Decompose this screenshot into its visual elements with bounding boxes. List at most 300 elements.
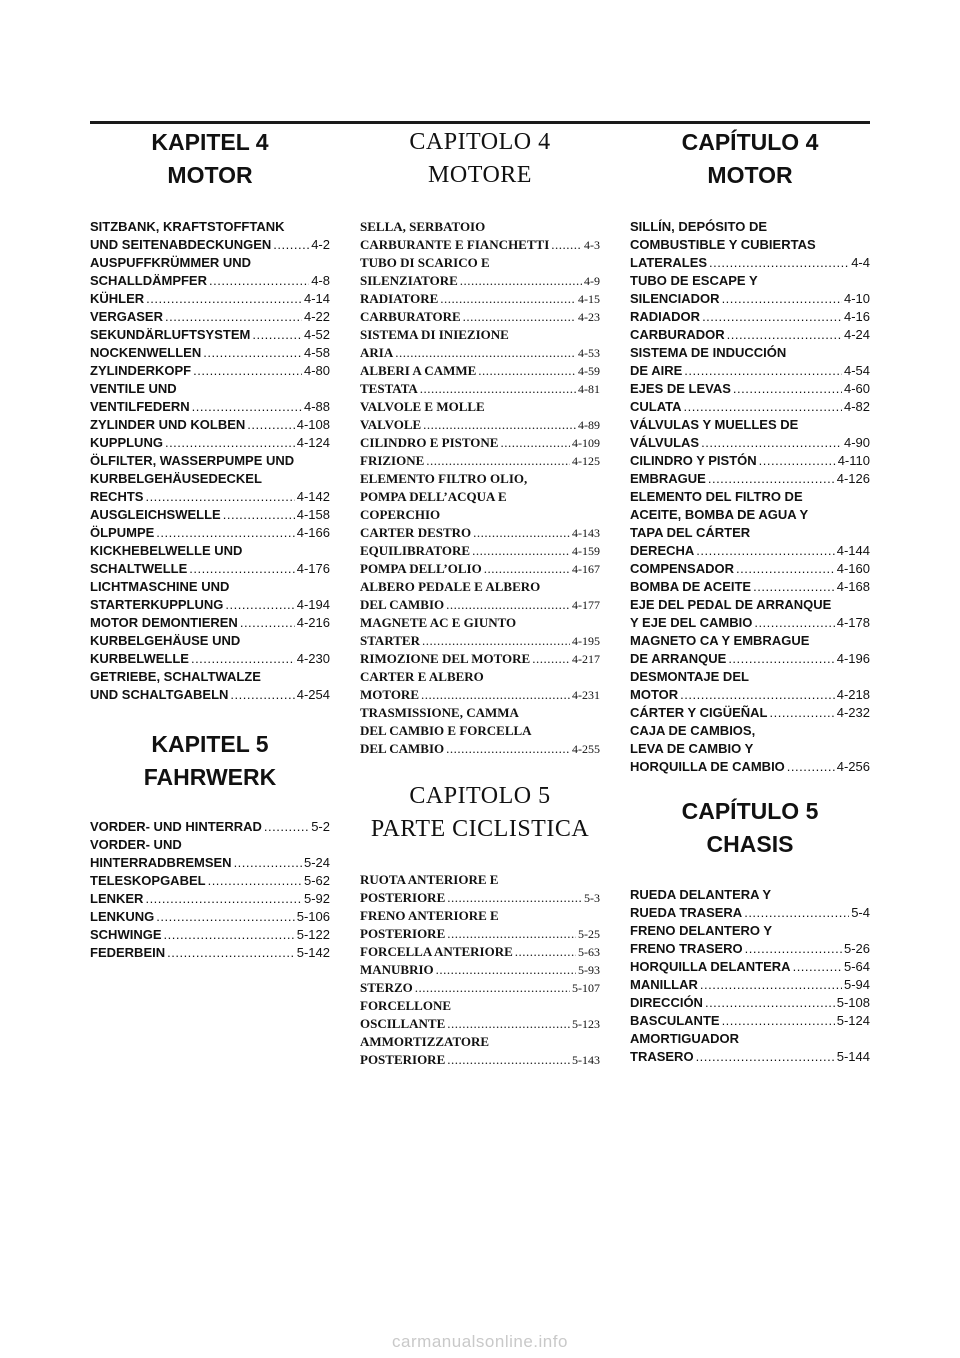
toc-entry[interactable] bbox=[360, 961, 600, 979]
toc-entry-title: DEL CAMBIO bbox=[360, 597, 445, 612]
toc-entry[interactable] bbox=[630, 488, 870, 560]
dot-leader bbox=[209, 272, 309, 290]
toc-entry-title-line: CAJA DE CAMBIOS, bbox=[630, 723, 756, 738]
page-number: 4-232 bbox=[836, 705, 870, 720]
page-number: 4-126 bbox=[836, 471, 870, 486]
page-number: 5-92 bbox=[303, 891, 330, 906]
dot-leader bbox=[728, 650, 834, 668]
toc-entry-title: EJES DE LEVAS bbox=[630, 381, 731, 396]
toc-entry-leader-line bbox=[360, 943, 600, 961]
toc-entry-leader-line bbox=[630, 434, 870, 452]
toc-entry-leader-line bbox=[630, 380, 870, 398]
toc-entry-title-line: FRENO DELANTERO Y bbox=[630, 923, 773, 938]
toc-entry-title: POMPA DELL’OLIO bbox=[360, 561, 482, 576]
toc-entry-title: CILINDRO Y PISTÓN bbox=[630, 453, 757, 468]
dot-leader bbox=[753, 578, 835, 596]
dot-leader bbox=[551, 236, 582, 254]
toc-entry-title-line: KICKHEBELWELLE UND bbox=[90, 543, 243, 558]
dot-leader bbox=[252, 326, 302, 344]
dot-leader bbox=[436, 961, 576, 979]
toc-entry-title-line: KURBELGEHÄUSEDECKEL bbox=[90, 471, 262, 486]
page-number: 4-254 bbox=[296, 687, 330, 702]
dot-leader bbox=[700, 976, 842, 994]
dot-leader bbox=[472, 542, 570, 560]
dot-leader bbox=[167, 944, 295, 962]
page-number: 5-63 bbox=[578, 945, 600, 959]
toc-entry-leader-line bbox=[360, 1051, 600, 1069]
chapter-5-heading-de bbox=[90, 728, 330, 794]
dot-leader bbox=[192, 398, 302, 416]
toc-entry[interactable] bbox=[90, 944, 330, 962]
toc-entry[interactable] bbox=[90, 362, 330, 380]
toc-entry[interactable] bbox=[630, 344, 870, 380]
dot-leader bbox=[193, 362, 302, 380]
toc-entry-title: RIMOZIONE DEL MOTORE bbox=[360, 651, 531, 666]
toc-entry-title: FRIZIONE bbox=[360, 453, 425, 468]
toc-entry[interactable] bbox=[90, 542, 330, 578]
toc-list-ch4-es bbox=[630, 218, 870, 776]
toc-entry-leader-line bbox=[90, 344, 330, 362]
page-number: 4-166 bbox=[296, 525, 330, 540]
dot-leader bbox=[395, 344, 576, 362]
toc-entry-leader-line bbox=[360, 1015, 600, 1033]
toc-entry-title-line: ALBERO PEDALE E ALBERO bbox=[360, 579, 541, 594]
dot-leader bbox=[736, 560, 835, 578]
toc-entry-leader-line bbox=[90, 326, 330, 344]
dot-leader bbox=[145, 488, 294, 506]
toc-entry-title-line: CARTER E ALBERO bbox=[360, 669, 484, 684]
toc-entry[interactable] bbox=[630, 416, 870, 452]
chapter-title: PARTE CICLISTICA bbox=[370, 816, 590, 842]
dot-leader bbox=[709, 254, 849, 272]
page-number: 4-160 bbox=[836, 561, 870, 576]
toc-entry-title: SCHWINGE bbox=[90, 927, 162, 942]
chapter-5-heading-it bbox=[360, 780, 600, 846]
toc-entry[interactable] bbox=[630, 470, 870, 488]
toc-entry-leader-line bbox=[90, 872, 330, 890]
toc-entry[interactable] bbox=[630, 976, 870, 994]
page-number: 5-143 bbox=[572, 1053, 600, 1067]
toc-entry[interactable] bbox=[90, 668, 330, 704]
toc-entry[interactable] bbox=[360, 1033, 600, 1069]
toc-entry-title: LATERALES bbox=[630, 255, 708, 270]
toc-entry-title: ZYLINDER UND KOLBEN bbox=[90, 417, 246, 432]
toc-entry-leader-line bbox=[360, 889, 600, 907]
toc-entry-leader-line bbox=[360, 632, 600, 650]
toc-entry[interactable] bbox=[360, 434, 600, 452]
page-number: 4-255 bbox=[572, 742, 600, 756]
toc-entry-title: DIRECCIÓN bbox=[630, 995, 703, 1010]
toc-entry-title-line: COPERCHIO bbox=[360, 507, 441, 522]
page-number: 4-159 bbox=[572, 544, 600, 558]
dot-leader bbox=[146, 290, 302, 308]
page-number: 4-53 bbox=[578, 346, 600, 360]
toc-entry-leader-line bbox=[90, 686, 330, 704]
toc-entry-title: FEDERBEIN bbox=[90, 945, 166, 960]
toc-entry[interactable] bbox=[630, 326, 870, 344]
toc-entry[interactable] bbox=[360, 470, 600, 542]
page-number: 5-144 bbox=[836, 1049, 870, 1064]
toc-entry-title: AUSGLEICHSWELLE bbox=[90, 507, 221, 522]
toc-entry[interactable] bbox=[630, 272, 870, 308]
dot-leader bbox=[234, 854, 302, 872]
chapter-number: CAPITOLO 5 bbox=[409, 783, 551, 809]
dot-leader bbox=[191, 650, 295, 668]
toc-entry[interactable] bbox=[90, 290, 330, 308]
page-number: 4-3 bbox=[584, 238, 600, 252]
page-number: 4-125 bbox=[572, 454, 600, 468]
toc-entry[interactable] bbox=[90, 872, 330, 890]
dot-leader bbox=[705, 994, 835, 1012]
toc-entry-title-line: VÁLVULAS Y MUELLES DE bbox=[630, 417, 799, 432]
page-number: 4-109 bbox=[572, 436, 600, 450]
toc-entry-title: CILINDRO E PISTONE bbox=[360, 435, 499, 450]
toc-entry-title: TELESKOPGABEL bbox=[90, 873, 206, 888]
toc-entry-leader-line bbox=[360, 542, 600, 560]
toc-entry[interactable] bbox=[90, 326, 330, 344]
toc-entry-title-line: ÖLFILTER, WASSERPUMPE UND bbox=[90, 453, 295, 468]
toc-entry-title: UND SEITENABDECKUNGEN bbox=[90, 237, 272, 252]
toc-entry-title-line: DESMONTAJE DEL bbox=[630, 669, 749, 684]
toc-entry[interactable] bbox=[630, 704, 870, 722]
toc-entry-leader-line bbox=[360, 416, 600, 434]
toc-entry[interactable] bbox=[90, 308, 330, 326]
dot-leader bbox=[680, 686, 835, 704]
toc-entry[interactable] bbox=[360, 398, 600, 434]
toc-entry[interactable] bbox=[90, 524, 330, 542]
toc-entry-leader-line bbox=[90, 926, 330, 944]
toc-entry-title-line: TUBO DI SCARICO E bbox=[360, 255, 490, 270]
page-number: 4-216 bbox=[296, 615, 330, 630]
page-number: 4-124 bbox=[296, 435, 330, 450]
toc-entry[interactable] bbox=[90, 254, 330, 290]
dot-leader bbox=[247, 416, 294, 434]
toc-entry[interactable] bbox=[90, 506, 330, 524]
toc-entry-leader-line bbox=[630, 578, 870, 596]
toc-entry-leader-line bbox=[90, 290, 330, 308]
toc-entry-leader-line bbox=[90, 488, 330, 506]
toc-entry[interactable] bbox=[90, 818, 330, 836]
dot-leader bbox=[787, 758, 835, 776]
toc-entry-title: HINTERRADBREMSEN bbox=[90, 855, 232, 870]
dot-leader bbox=[446, 740, 570, 758]
dot-leader bbox=[426, 452, 570, 470]
page-number: 4-24 bbox=[843, 327, 870, 342]
toc-entry[interactable] bbox=[630, 218, 870, 272]
toc-entry-title-line: TRASMISSIONE, CAMMA bbox=[360, 705, 519, 720]
toc-entry[interactable] bbox=[630, 958, 870, 976]
toc-entry-leader-line bbox=[630, 254, 870, 272]
dot-leader bbox=[722, 290, 842, 308]
dot-leader bbox=[532, 650, 570, 668]
toc-entry-leader-line bbox=[630, 976, 870, 994]
toc-entry[interactable] bbox=[630, 308, 870, 326]
toc-entry[interactable] bbox=[90, 926, 330, 944]
toc-entry[interactable] bbox=[90, 632, 330, 668]
toc-entry[interactable] bbox=[90, 908, 330, 926]
toc-entry-leader-line bbox=[90, 506, 330, 524]
toc-entry-title: KURBELWELLE bbox=[90, 651, 189, 666]
toc-entry-leader-line bbox=[90, 308, 330, 326]
toc-entry-title: DE AIRE bbox=[630, 363, 683, 378]
toc-entry-leader-line bbox=[90, 434, 330, 452]
page-number: 5-3 bbox=[584, 891, 600, 905]
toc-entry[interactable] bbox=[630, 398, 870, 416]
toc-entry[interactable] bbox=[360, 997, 600, 1033]
page-number: 4-142 bbox=[296, 489, 330, 504]
toc-entry-leader-line bbox=[90, 818, 330, 836]
toc-entry[interactable] bbox=[90, 614, 330, 632]
toc-entry-title: FRENO TRASERO bbox=[630, 941, 743, 956]
toc-entry[interactable] bbox=[630, 1030, 870, 1066]
page-number: 4-110 bbox=[837, 453, 870, 468]
toc-entry[interactable] bbox=[630, 1012, 870, 1030]
toc-entry-title: TRASERO bbox=[630, 1049, 694, 1064]
toc-entry[interactable] bbox=[90, 578, 330, 614]
toc-entry-title: TESTATA bbox=[360, 381, 418, 396]
toc-entry[interactable] bbox=[360, 326, 600, 362]
toc-entry[interactable] bbox=[90, 434, 330, 452]
toc-entry-title: COMPENSADOR bbox=[630, 561, 735, 576]
chapter-number: CAPÍTULO 5 bbox=[681, 798, 819, 824]
toc-entry[interactable] bbox=[90, 218, 330, 254]
toc-entry[interactable] bbox=[630, 596, 870, 632]
toc-entry-title-line: LICHTMASCHINE UND bbox=[90, 579, 230, 594]
toc-entry-leader-line bbox=[360, 236, 600, 254]
toc-entry-leader-line bbox=[630, 994, 870, 1012]
toc-entry[interactable] bbox=[630, 560, 870, 578]
toc-entry-leader-line bbox=[360, 979, 600, 997]
toc-entry-title: CULATA bbox=[630, 399, 682, 414]
page-number: 4-178 bbox=[836, 615, 870, 630]
toc-entry[interactable] bbox=[360, 218, 600, 254]
toc-entry-leader-line bbox=[360, 925, 600, 943]
toc-entry-title: SCHALTWELLE bbox=[90, 561, 188, 576]
dot-leader bbox=[420, 380, 576, 398]
toc-entry-title: RECHTS bbox=[90, 489, 144, 504]
toc-entry-leader-line bbox=[360, 686, 600, 704]
toc-entry-title: OSCILLANTE bbox=[360, 1016, 446, 1031]
toc-list-ch4-de bbox=[90, 218, 330, 704]
toc-entry[interactable] bbox=[630, 452, 870, 470]
toc-entry-leader-line bbox=[360, 308, 600, 326]
toc-entry-title-line: COMBUSTIBLE Y CUBIERTAS bbox=[630, 237, 816, 252]
dot-leader bbox=[744, 904, 849, 922]
toc-entry-title: ARIA bbox=[360, 345, 394, 360]
chapter-4-heading-de bbox=[90, 126, 330, 192]
toc-entry-leader-line bbox=[360, 560, 600, 578]
toc-entry-leader-line bbox=[360, 434, 600, 452]
toc-entry-leader-line bbox=[630, 362, 870, 380]
toc-entry[interactable] bbox=[360, 614, 600, 650]
toc-entry-title-line: KURBELGEHÄUSE UND bbox=[90, 633, 241, 648]
toc-entry[interactable] bbox=[630, 922, 870, 958]
page-number: 4-82 bbox=[843, 399, 870, 414]
toc-entry[interactable] bbox=[360, 578, 600, 614]
toc-entry-title: MOTOR bbox=[630, 687, 679, 702]
toc-entry[interactable] bbox=[90, 380, 330, 416]
toc-entry-leader-line bbox=[630, 326, 870, 344]
toc-entry[interactable] bbox=[360, 362, 600, 380]
dot-leader bbox=[164, 926, 295, 944]
page-number: 4-4 bbox=[851, 255, 870, 270]
toc-entry-leader-line bbox=[90, 890, 330, 908]
toc-entry-title: STARTERKUPPLUNG bbox=[90, 597, 224, 612]
toc-entry[interactable] bbox=[630, 722, 870, 776]
dot-leader bbox=[769, 704, 834, 722]
page-number: 5-107 bbox=[572, 981, 600, 995]
page-number: 4-108 bbox=[296, 417, 330, 432]
toc-entry-leader-line bbox=[630, 686, 870, 704]
dot-leader bbox=[264, 818, 309, 836]
toc-entry-title: MANILLAR bbox=[630, 977, 698, 992]
toc-entry-title-line: FORCELLONE bbox=[360, 998, 452, 1013]
chapter-number: KAPITEL 4 bbox=[151, 129, 269, 155]
toc-entry-title-line: AMMORTIZZATORE bbox=[360, 1034, 490, 1049]
toc-entry[interactable] bbox=[360, 979, 600, 997]
page-number: 4-195 bbox=[572, 634, 600, 648]
chapter-title: MOTOR bbox=[167, 162, 253, 188]
chapter-number: KAPITEL 5 bbox=[151, 731, 269, 757]
page-number: 5-26 bbox=[843, 941, 870, 956]
page-number: 4-16 bbox=[843, 309, 870, 324]
toc-entry-leader-line bbox=[630, 542, 870, 560]
toc-entry-leader-line bbox=[360, 740, 600, 758]
dot-leader bbox=[447, 889, 582, 907]
toc-entry-title-line: DEL CAMBIO E FORCELLA bbox=[360, 723, 532, 738]
page-number: 4-10 bbox=[843, 291, 870, 306]
toc-entry[interactable] bbox=[90, 344, 330, 362]
dot-leader bbox=[463, 308, 576, 326]
toc-entry[interactable] bbox=[360, 254, 600, 290]
toc-entry-title: POSTERIORE bbox=[360, 926, 446, 941]
toc-entry-leader-line bbox=[360, 344, 600, 362]
toc-entry-title-line: RUEDA DELANTERA Y bbox=[630, 887, 772, 902]
page-number: 5-122 bbox=[296, 927, 330, 942]
toc-entry-title: CARBURADOR bbox=[630, 327, 725, 342]
chapter-number: CAPÍTULO 4 bbox=[681, 129, 819, 155]
toc-list-ch5-es bbox=[630, 886, 870, 1066]
toc-entry[interactable] bbox=[90, 452, 330, 506]
dot-leader bbox=[447, 1051, 570, 1069]
toc-entry-title: VENTILFEDERN bbox=[90, 399, 190, 414]
toc-entry-title: NOCKENWELLEN bbox=[90, 345, 202, 360]
dot-leader bbox=[473, 524, 570, 542]
toc-entry-leader-line bbox=[360, 290, 600, 308]
toc-entry-leader-line bbox=[630, 940, 870, 958]
dot-leader bbox=[727, 326, 842, 344]
dot-leader bbox=[422, 632, 570, 650]
toc-entry[interactable] bbox=[360, 668, 600, 704]
toc-entry-title-line: ELEMENTO DEL FILTRO DE bbox=[630, 489, 803, 504]
toc-entry-title-line: RUOTA ANTERIORE E bbox=[360, 872, 499, 887]
toc-entry-leader-line bbox=[90, 362, 330, 380]
page-number: 4-22 bbox=[303, 309, 330, 324]
toc-entry-title: VORDER- UND HINTERRAD bbox=[90, 819, 262, 834]
toc-entry-leader-line bbox=[630, 452, 870, 470]
dot-leader bbox=[223, 506, 295, 524]
toc-entry[interactable] bbox=[360, 943, 600, 961]
toc-entry[interactable] bbox=[360, 650, 600, 668]
toc-entry[interactable] bbox=[360, 380, 600, 398]
page-number: 4-143 bbox=[572, 526, 600, 540]
toc-entry-title: EQUILIBRATORE bbox=[360, 543, 471, 558]
toc-entry-title: DEL CAMBIO bbox=[360, 741, 445, 756]
toc-entry-title-line: POMPA DELL’ACQUA E bbox=[360, 489, 507, 504]
dot-leader bbox=[460, 272, 582, 290]
chapter-number: CAPITOLO 4 bbox=[409, 129, 551, 155]
toc-entry[interactable] bbox=[90, 836, 330, 872]
toc-entry-leader-line bbox=[630, 904, 870, 922]
page-number: 4-58 bbox=[303, 345, 330, 360]
page-number: 5-124 bbox=[836, 1013, 870, 1028]
toc-entry[interactable] bbox=[630, 886, 870, 922]
toc-entry[interactable] bbox=[360, 290, 600, 308]
toc-entry-title: ÖLPUMPE bbox=[90, 525, 155, 540]
toc-entry-title: ZYLINDERKOPF bbox=[90, 363, 192, 378]
page-number: 4-231 bbox=[572, 688, 600, 702]
toc-entry[interactable] bbox=[90, 890, 330, 908]
toc-entry-leader-line bbox=[90, 596, 330, 614]
toc-entry-title-line: ACEITE, BOMBA DE AGUA Y bbox=[630, 507, 809, 522]
dot-leader bbox=[240, 614, 295, 632]
toc-entry[interactable] bbox=[360, 704, 600, 758]
page-number: 4-218 bbox=[836, 687, 870, 702]
page-number: 4-194 bbox=[296, 597, 330, 612]
toc-entry[interactable] bbox=[360, 871, 600, 907]
toc-entry-title: RADIATORE bbox=[360, 291, 439, 306]
toc-entry[interactable] bbox=[630, 578, 870, 596]
page-number: 5-94 bbox=[843, 977, 870, 992]
toc-entry-title-line: MAGNETO CA Y EMBRAGUE bbox=[630, 633, 810, 648]
toc-entry-title: POSTERIORE bbox=[360, 1052, 446, 1067]
watermark: carmanualsonline.info bbox=[392, 1332, 568, 1351]
dot-leader bbox=[189, 560, 295, 578]
dot-leader bbox=[446, 596, 570, 614]
toc-entry-leader-line bbox=[90, 614, 330, 632]
page-number: 4-54 bbox=[843, 363, 870, 378]
toc-entry-title: CARBURATORE bbox=[360, 309, 461, 324]
top-rule bbox=[90, 121, 870, 124]
dot-leader bbox=[696, 1048, 835, 1066]
toc-entry[interactable] bbox=[630, 668, 870, 704]
toc-entry[interactable] bbox=[360, 907, 600, 943]
toc-entry[interactable] bbox=[630, 380, 870, 398]
toc-entry-title-line: SISTEMA DE INDUCCIÓN bbox=[630, 345, 787, 360]
toc-entry-title: RADIADOR bbox=[630, 309, 701, 324]
page-number: 4-9 bbox=[584, 274, 600, 288]
toc-entry[interactable] bbox=[90, 416, 330, 434]
toc-list-ch4-it bbox=[360, 218, 600, 758]
toc-entry-leader-line bbox=[630, 290, 870, 308]
page-number: 5-93 bbox=[578, 963, 600, 977]
page-number: 4-81 bbox=[578, 382, 600, 396]
dot-leader bbox=[793, 958, 842, 976]
toc-entry[interactable] bbox=[630, 632, 870, 668]
toc-entry[interactable] bbox=[360, 560, 600, 578]
toc-entry-title-line: AUSPUFFKRÜMMER UND bbox=[90, 255, 252, 270]
toc-entry-leader-line bbox=[630, 308, 870, 326]
toc-entry[interactable] bbox=[360, 452, 600, 470]
dot-leader bbox=[702, 308, 842, 326]
toc-entry[interactable] bbox=[360, 542, 600, 560]
toc-entry-leader-line bbox=[90, 908, 330, 926]
toc-entry[interactable] bbox=[360, 308, 600, 326]
toc-entry-title: MOTOR DEMONTIEREN bbox=[90, 615, 238, 630]
dot-leader bbox=[440, 290, 576, 308]
toc-entry-leader-line bbox=[360, 380, 600, 398]
toc-entry[interactable] bbox=[630, 994, 870, 1012]
